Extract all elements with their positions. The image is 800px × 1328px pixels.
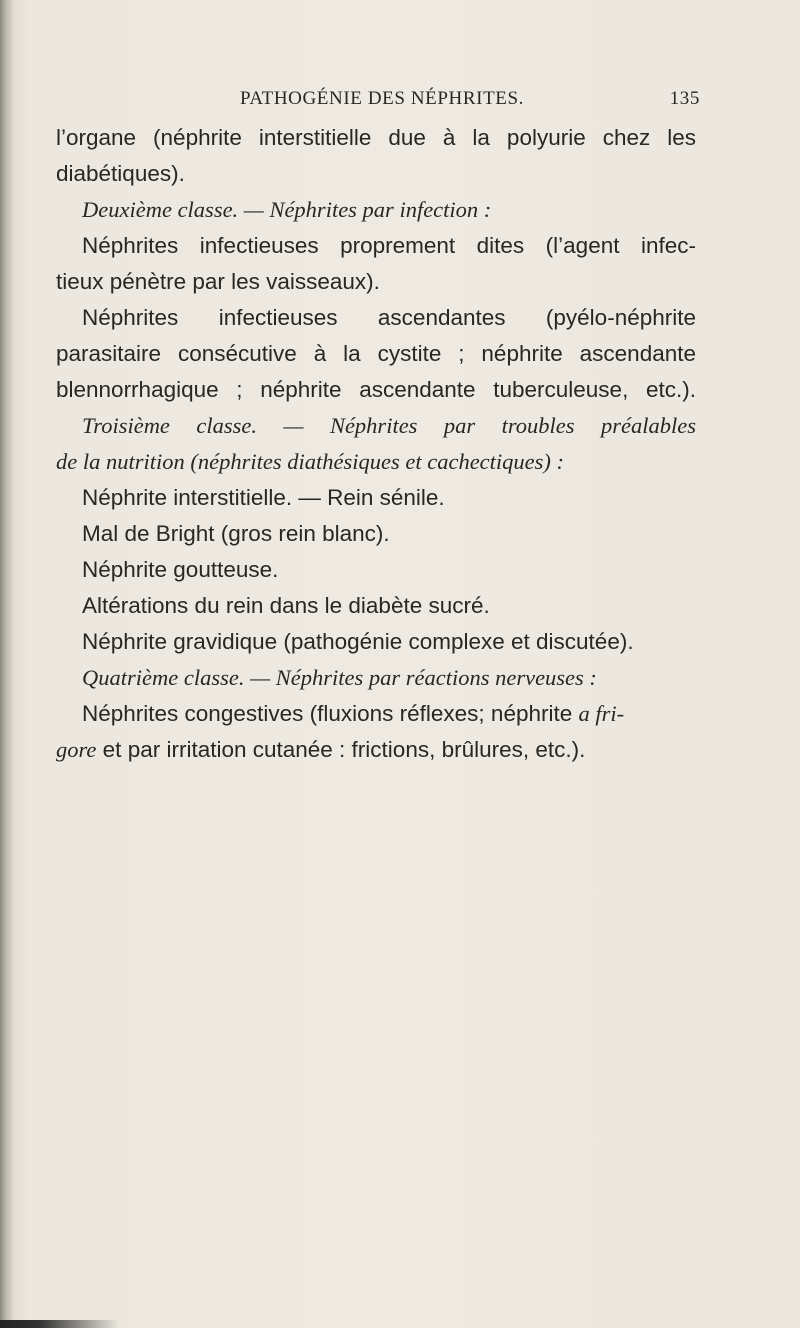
page-body: [56, 120, 696, 768]
italic-term: gore: [56, 737, 97, 762]
page-edge-shadow: [0, 1320, 120, 1328]
italic-term: a fri-: [578, 701, 625, 726]
text-line: tieux pénètre par les vaisseaux).: [56, 269, 380, 294]
heading-text: ) :: [543, 449, 565, 474]
text-line: Néphrites infectieuses ascendantes (pyélo-néphrite: [82, 305, 696, 330]
text-line: Néphrite gravidique (pathogénie complexe et discutée).: [82, 629, 634, 654]
heading-text: de la nutrition (: [56, 449, 198, 474]
running-title: PATHOGÉNIE DES NÉPHRITES.: [240, 88, 525, 109]
spine-shadow: [0, 0, 14, 1328]
text-line: diabétiques).: [56, 161, 185, 186]
text-line: [56, 732, 696, 768]
text-line: [56, 696, 696, 732]
text-line: Néphrite goutteuse.: [82, 557, 279, 582]
section-heading-quatrieme-classe: Quatrième classe. — Néphrites par réactions nerveuses :: [82, 665, 597, 690]
text-line: Mal de Bright (gros rein blanc).: [82, 521, 390, 546]
text-segment: et par irritation cutanée : frictions, brûlures, etc.).: [96, 737, 586, 762]
text-line: l’organe (néphrite interstitielle due à la polyurie chez les: [56, 125, 696, 150]
section-heading-deuxieme-classe: Deuxième classe. — Néphrites par infection :: [82, 197, 492, 222]
running-header: [240, 88, 700, 112]
text-line: blennorrhagique ; néphrite ascendante tuberculeuse, etc.).: [56, 377, 696, 402]
heading-subtitle: néphrites diathésiques et cachectiques: [197, 449, 544, 474]
section-heading-troisieme-classe: Troisième classe. — Néphrites par troubles préalables: [82, 413, 696, 438]
section-heading-continuation: [56, 444, 696, 480]
text-line: parasitaire consécutive à la cystite ; néphrite ascendante: [56, 341, 696, 366]
text-line: Altérations du rein dans le diabète sucré.: [82, 593, 490, 618]
text-segment: Néphrites congestives (fluxions réflexes; néphrite: [82, 701, 579, 726]
page-number: 135: [669, 88, 700, 109]
text-line: Néphrite interstitielle. — Rein sénile.: [82, 485, 445, 510]
text-line: Néphrites infectieuses proprement dites (l’agent infec-: [82, 233, 696, 258]
